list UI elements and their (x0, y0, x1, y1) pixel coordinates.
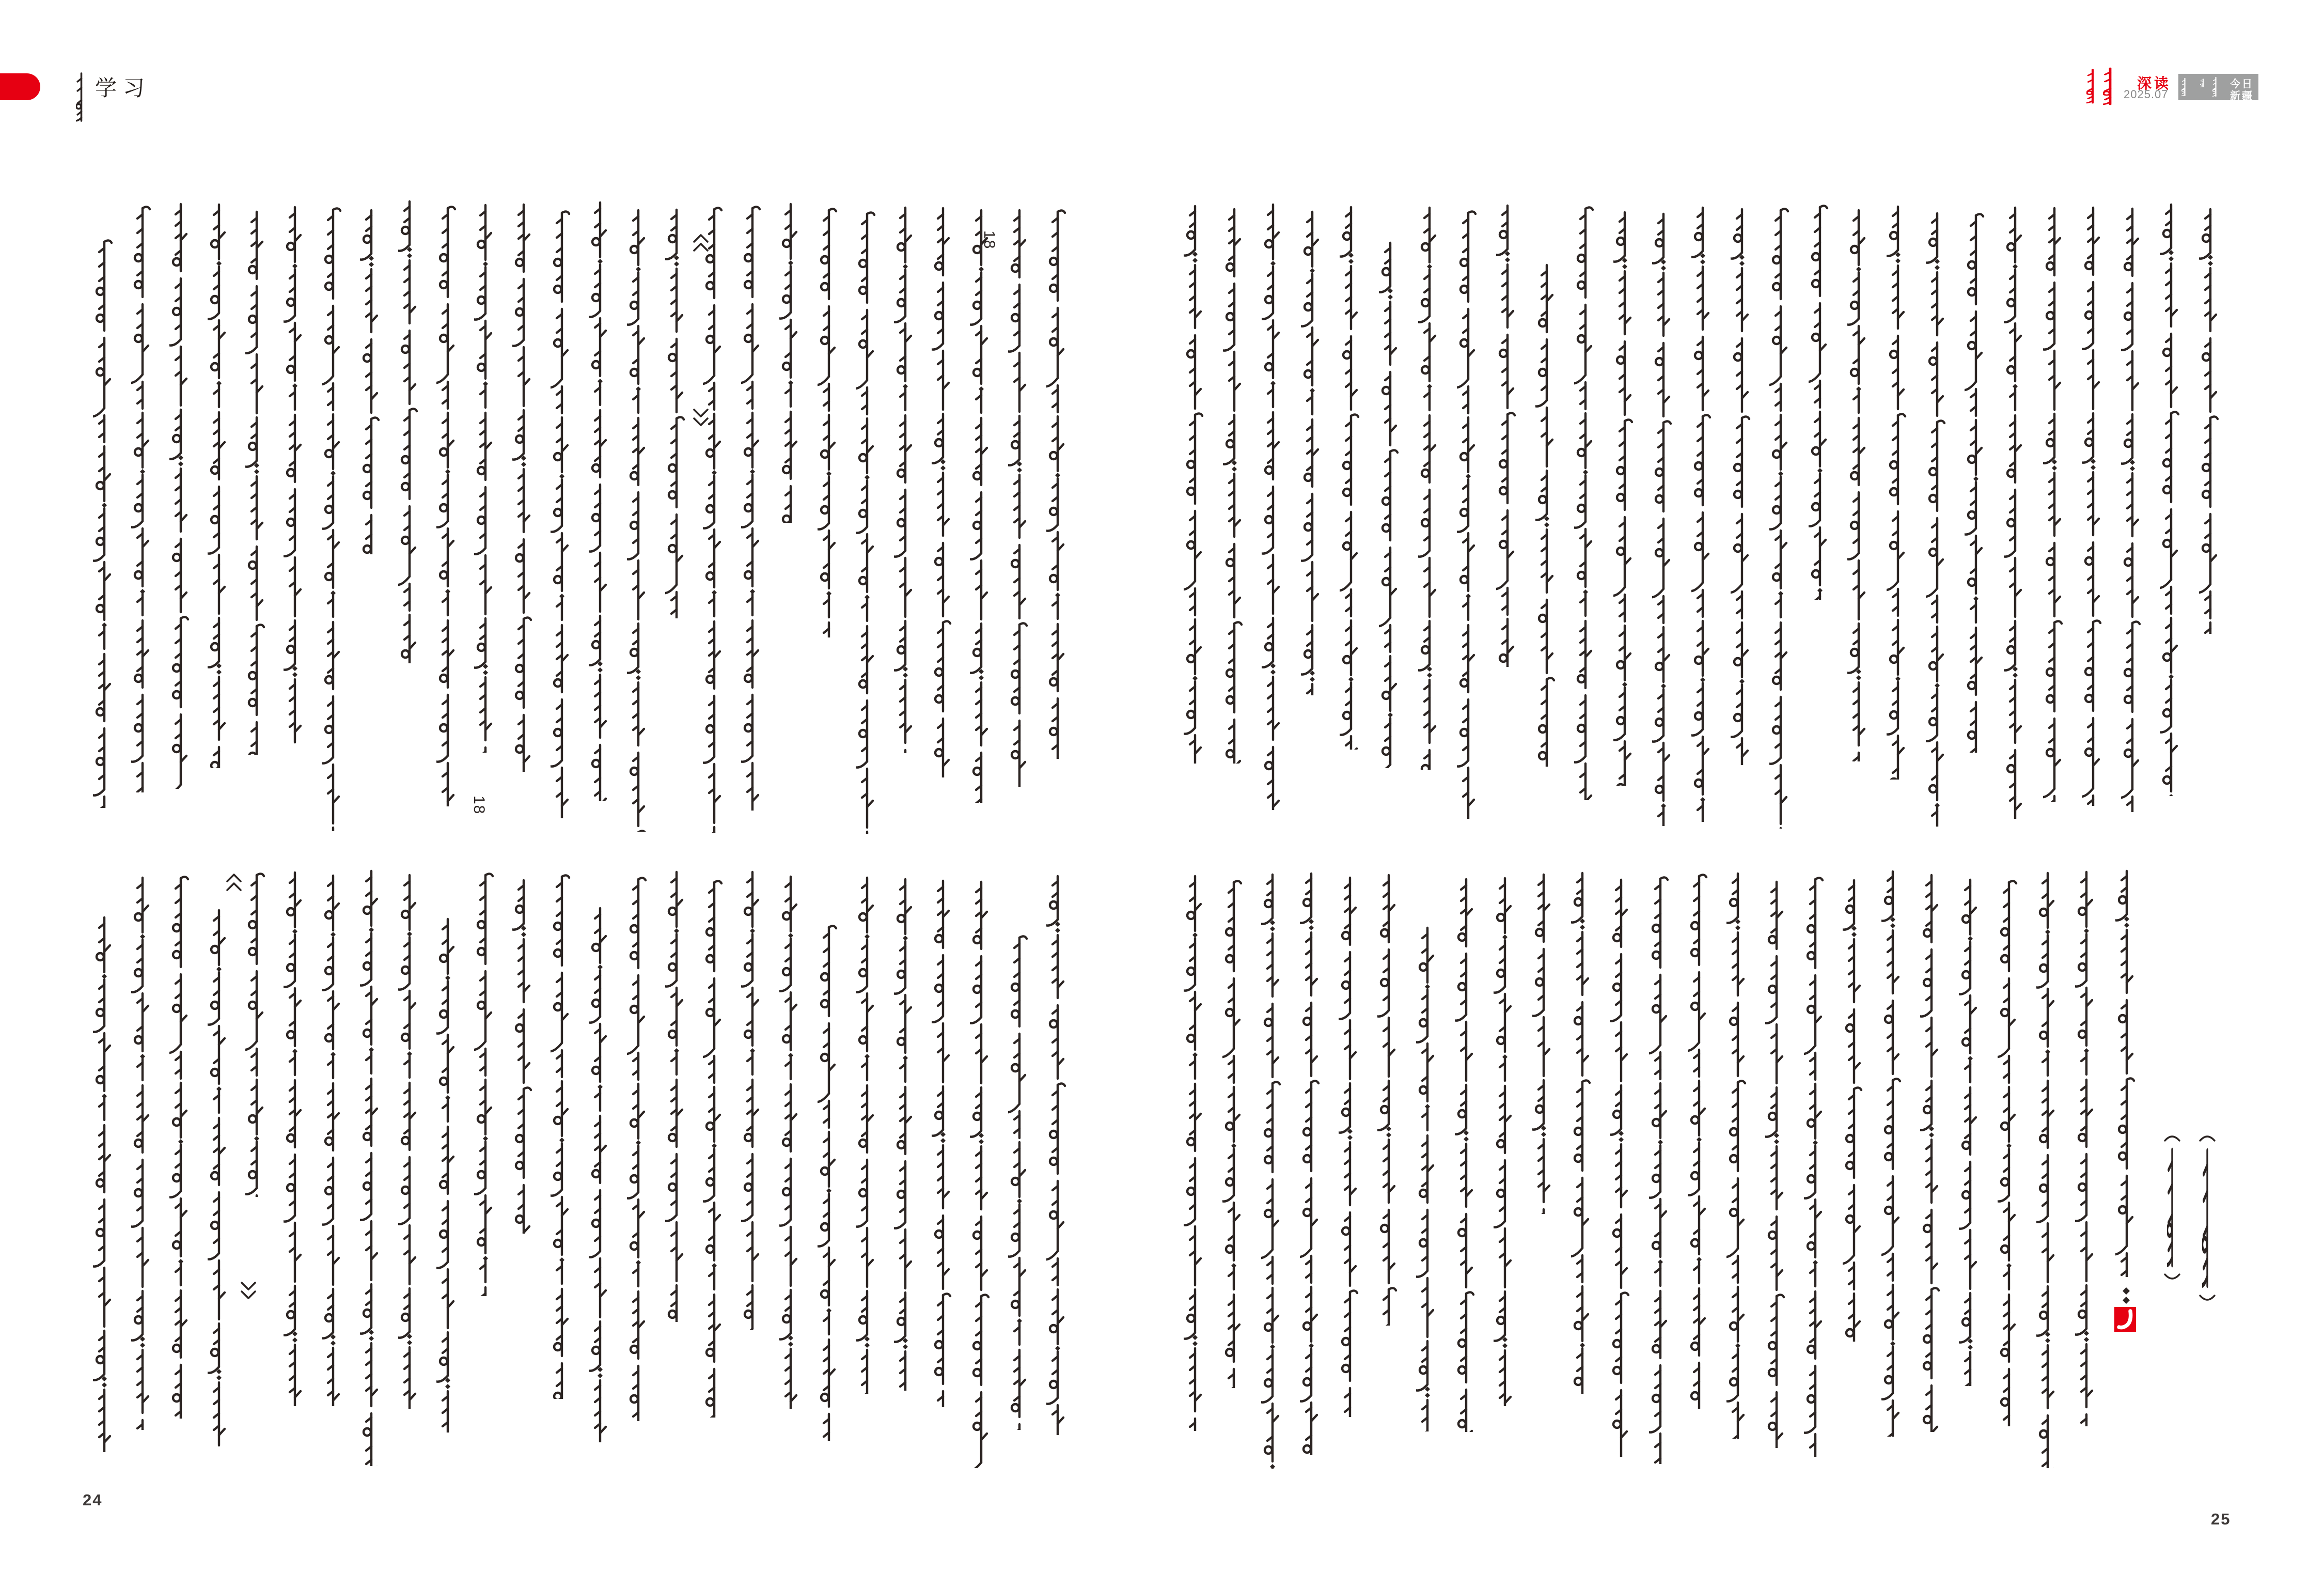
section-title-deepread: 深读 (2137, 75, 2172, 91)
inline-number: 18 (470, 796, 488, 815)
script-column (1532, 871, 1555, 1214)
attribution-column (2162, 1131, 2182, 1284)
script-column (2036, 871, 2059, 1468)
script-column (131, 876, 154, 1430)
script-column (1340, 205, 1362, 750)
script-column (474, 871, 497, 1296)
script-column (1959, 878, 1982, 1386)
script-column (1535, 262, 1558, 767)
script-column (2115, 869, 2138, 1277)
masthead-mongol-3 (2212, 76, 2219, 97)
script-column (436, 917, 459, 1433)
script-column (551, 873, 573, 1399)
script-column (1261, 873, 1284, 1469)
script-column (1613, 210, 1636, 786)
script-column (1418, 206, 1441, 770)
script-column (1649, 875, 1672, 1464)
script-column (322, 874, 344, 1406)
script-column (818, 206, 840, 637)
script-column (169, 874, 192, 1419)
script-column (779, 202, 802, 523)
script-column (208, 908, 230, 1448)
script-column (2075, 870, 2098, 1426)
script-column (2082, 205, 2105, 806)
script-column (1920, 872, 1943, 1432)
script-column (398, 873, 421, 1409)
script-column (245, 209, 268, 755)
script-column (1339, 875, 1361, 1417)
script-column (398, 199, 421, 663)
logo-mongol-red-2 (2103, 67, 2117, 106)
script-column (1887, 205, 1909, 780)
script-column (245, 871, 268, 1197)
script-column (1726, 871, 1749, 1439)
script-column (1843, 878, 1865, 1342)
script-column (627, 875, 650, 1421)
title-bracket-open (225, 872, 243, 893)
script-column (551, 209, 573, 818)
script-column (589, 200, 611, 801)
script-column (856, 210, 878, 834)
full-stop-dots (2121, 1286, 2131, 1305)
script-column (2121, 206, 2144, 812)
page-number-right: 25 (2211, 1510, 2231, 1528)
script-column (1847, 208, 1870, 761)
script-column (894, 206, 917, 753)
script-column (93, 238, 116, 808)
script-column (1008, 933, 1031, 1430)
script-column (436, 204, 459, 806)
script-column (93, 915, 116, 1452)
script-column (1965, 211, 1987, 753)
script-column (2199, 207, 2222, 634)
script-column (512, 878, 535, 1234)
script-column (1574, 205, 1597, 800)
page-number-left: 24 (83, 1491, 103, 1509)
attribution-column (2197, 1131, 2218, 1305)
script-column (1457, 209, 1480, 819)
script-column (131, 204, 154, 792)
script-column (1691, 206, 1714, 822)
masthead-mongol-1 (2181, 77, 2188, 97)
script-column (1765, 879, 1788, 1448)
script-column (284, 870, 306, 1406)
script-column (1769, 206, 1792, 829)
script-column (818, 923, 840, 1441)
script-column (970, 879, 993, 1468)
script-column (1610, 877, 1632, 1457)
script-column (779, 875, 802, 1409)
script-column (1652, 212, 1675, 826)
script-column (1688, 872, 1710, 1409)
script-column (2043, 205, 2066, 802)
script-column (360, 208, 383, 554)
script-column (665, 870, 688, 1322)
script-column (589, 906, 611, 1442)
script-column (741, 204, 764, 811)
script-column (1496, 204, 1519, 667)
script-column (1184, 204, 1206, 764)
issue-date: 2025.07 (2124, 88, 2169, 101)
script-column (322, 206, 344, 831)
logo-mongol-red-1 (2086, 68, 2099, 104)
script-column (2160, 203, 2182, 796)
script-column (665, 208, 688, 618)
masthead-mongol-2 (2200, 79, 2206, 87)
script-column (741, 870, 764, 1330)
script-column (1804, 875, 1827, 1457)
inline-number: 18 (981, 230, 998, 250)
script-column (1223, 206, 1246, 764)
script-column (1008, 207, 1031, 787)
masthead-zh-line1: 今日 (2230, 79, 2254, 90)
script-column (1455, 876, 1478, 1432)
header-mongol-label (76, 71, 87, 123)
title-bracket-close (240, 1280, 257, 1301)
script-column (1998, 878, 2020, 1426)
script-column (970, 208, 993, 803)
script-column (1379, 241, 1402, 768)
script-column (1571, 871, 1594, 1394)
script-column (1301, 210, 1324, 695)
title-bracket-close (692, 407, 710, 428)
title-bracket-open (692, 232, 710, 253)
script-column (703, 878, 726, 1418)
script-column (208, 203, 230, 768)
script-column (512, 201, 535, 772)
script-column (284, 205, 306, 748)
script-column (627, 208, 650, 832)
script-column (1300, 871, 1323, 1455)
script-column (2004, 206, 2027, 819)
script-column (1881, 869, 1904, 1437)
script-column (1494, 876, 1516, 1406)
script-column (1262, 203, 1284, 810)
script-column (1926, 211, 1949, 827)
script-column (1377, 872, 1400, 1326)
script-column (1184, 874, 1206, 1431)
script-column (169, 201, 192, 789)
script-column (703, 205, 726, 833)
script-column (474, 203, 497, 753)
script-column (932, 205, 954, 777)
script-column (1809, 203, 1831, 600)
script-column (360, 869, 383, 1466)
script-column (1222, 878, 1245, 1388)
script-column (1731, 207, 1753, 765)
masthead-zh-line2: 新疆 (2230, 90, 2254, 102)
script-column (894, 877, 917, 1391)
article-end-mark (2114, 1307, 2136, 1332)
script-column (1416, 926, 1439, 1431)
script-column (856, 876, 878, 1394)
section-tab-marker (0, 73, 40, 100)
script-column (1046, 874, 1069, 1435)
script-column (932, 878, 954, 1407)
script-column (1046, 208, 1069, 759)
section-title-zh: 学习 (95, 77, 151, 101)
